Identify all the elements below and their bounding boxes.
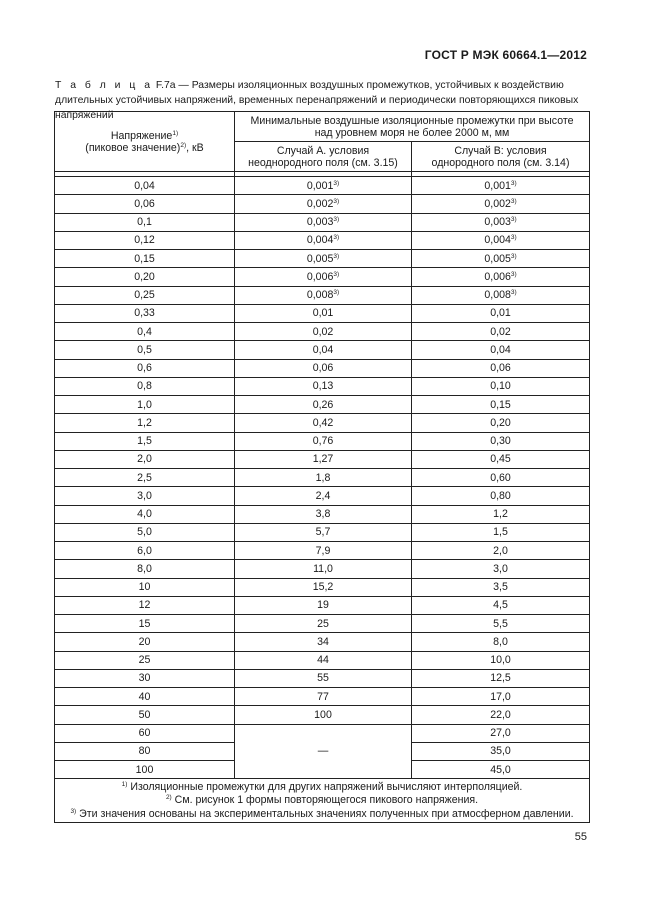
case-a-value: 77 <box>317 690 329 703</box>
case-b-value: 0,60 <box>490 471 511 484</box>
case-a-value: 0,06 <box>312 362 334 375</box>
table-row <box>55 396 590 414</box>
case-b-header: Случай В: условия однородного поля (см. 3.14) <box>412 142 590 172</box>
case-a-cell <box>235 250 412 268</box>
table-row <box>55 432 590 450</box>
case-b-cell <box>412 651 590 669</box>
case-b-cell <box>412 560 590 578</box>
case-a-cell <box>235 359 412 377</box>
table-row <box>55 359 590 377</box>
case-b-cell <box>412 286 590 304</box>
footnote-ref: 3) <box>510 270 517 278</box>
case-b-value: 3,0 <box>493 562 508 575</box>
case-b-cell <box>412 359 590 377</box>
case-b-cell <box>412 377 590 395</box>
case-b-value: 0,80 <box>490 489 511 502</box>
footnote-ref: 3) <box>510 252 517 260</box>
footnote-ref: 3) <box>333 179 340 187</box>
case-b-value: 2,0 <box>493 544 508 557</box>
footnote-marker: 2) <box>165 794 172 801</box>
voltage-column-header: Напряжение$^{1)}$ (пиковое значение)$^{2)}$, кВ <box>55 112 235 172</box>
case-b-value: 10,0 <box>490 654 511 667</box>
case-b-cell <box>412 250 590 268</box>
voltage-cell: 0,33 <box>55 304 235 322</box>
case-b-value: 0,004 <box>484 234 511 247</box>
case-b-cell <box>412 706 590 724</box>
voltage-cell: 60 <box>55 724 235 742</box>
case-b-value: 0,04 <box>490 343 511 356</box>
case-b-cell <box>412 669 590 687</box>
table-row <box>55 414 590 432</box>
voltage-cell: 1,5 <box>55 432 235 450</box>
voltage-cell: 2,5 <box>55 469 235 487</box>
case-b-cell <box>412 578 590 596</box>
footnote <box>55 794 589 808</box>
footnote-ref: 3) <box>510 216 517 224</box>
voltage-cell: 0,06 <box>55 195 235 213</box>
voltage-cell: 5,0 <box>55 523 235 541</box>
footnote-ref: 3) <box>333 197 340 205</box>
case-a-value: 0,006 <box>306 270 334 283</box>
table-row <box>55 688 590 706</box>
table-row <box>55 450 590 468</box>
case-b-cell <box>412 469 590 487</box>
table-row <box>55 560 590 578</box>
table-row <box>55 286 590 304</box>
case-a-value: 100 <box>314 708 332 721</box>
clearance-group-header: Минимальные воздушные изоляционные промежутки при высоте над уровнем моря не более 2000 м, мм <box>235 112 590 142</box>
case-b-cell <box>412 177 590 195</box>
case-b-cell <box>412 341 590 359</box>
table-row <box>55 268 590 286</box>
case-b-value: 0,003 <box>484 216 511 229</box>
case-a-cell <box>235 286 412 304</box>
voltage-cell: 100 <box>55 761 235 779</box>
table-row <box>55 231 590 249</box>
case-b-cell <box>412 396 590 414</box>
table-row <box>55 615 590 633</box>
case-b-cell: 45,0 <box>412 761 590 779</box>
table-row <box>55 323 590 341</box>
table-row <box>55 469 590 487</box>
case-a-value: 0,001 <box>306 179 334 192</box>
case-b-cell <box>412 523 590 541</box>
footnote-ref: 3) <box>510 179 517 187</box>
case-b-value: 0,008 <box>484 289 511 302</box>
case-a-value: 0,42 <box>312 416 334 429</box>
table-row <box>55 706 590 724</box>
case-b-cell <box>412 688 590 706</box>
case-a-cell <box>235 396 412 414</box>
case-a-cell <box>235 268 412 286</box>
case-b-cell <box>412 323 590 341</box>
footnote-ref: 3) <box>510 197 517 205</box>
case-b-cell <box>412 542 590 560</box>
case-a-value: 0,01 <box>312 307 334 320</box>
table-row <box>55 578 590 596</box>
case-a-value: 5,7 <box>315 526 331 539</box>
case-a-cell <box>235 542 412 560</box>
table-row <box>55 177 590 195</box>
case-a-value: 19 <box>317 599 329 612</box>
caption-text: — Размеры изоляционных воздушных промежутков, устойчивых к воздействию длительных устойчивых напряжений, временных перенапряжений и периодически повторяющихся пиковых напряжений <box>55 80 579 121</box>
footnote-ref: 3) <box>333 234 340 242</box>
case-b-cell <box>412 231 590 249</box>
case-b-cell <box>412 633 590 651</box>
footnote <box>55 781 589 795</box>
case-a-cell <box>235 469 412 487</box>
footnote-ref: 3) <box>333 252 340 260</box>
footnote-ref: 3) <box>510 234 517 242</box>
case-a-cell <box>235 615 412 633</box>
case-a-value: 34 <box>317 635 329 648</box>
voltage-cell: 0,12 <box>55 231 235 249</box>
case-a-value: 0,002 <box>306 197 334 210</box>
case-b-cell <box>412 213 590 231</box>
case-a-cell <box>235 523 412 541</box>
table-row <box>55 213 590 231</box>
footnote-text: Изоляционные промежутки для других напряжений вычисляют интерполяцией. <box>127 780 523 793</box>
case-a-value: 0,02 <box>312 325 334 338</box>
case-b-value: 1,5 <box>493 526 508 539</box>
table-row <box>55 250 590 268</box>
case-b-value: 5,5 <box>493 617 508 630</box>
case-b-value: 0,30 <box>490 435 511 448</box>
footnote-text: См. рисунок 1 формы повторяющегося пикового напряжения. <box>171 794 479 806</box>
case-b-value: 0,01 <box>490 307 511 320</box>
case-a-value: 0,005 <box>306 252 334 265</box>
case-b-value: 0,02 <box>490 325 511 338</box>
footnote <box>55 808 589 822</box>
voltage-cell: 3,0 <box>55 487 235 505</box>
caption-number: F.7a <box>155 80 176 91</box>
voltage-cell: 10 <box>55 578 235 596</box>
case-b-cell <box>412 432 590 450</box>
voltage-cell: 0,25 <box>55 286 235 304</box>
voltage-cell: 1,0 <box>55 396 235 414</box>
case-b-cell: 27,0 <box>412 724 590 742</box>
clearance-table <box>54 111 590 823</box>
voltage-cell: 0,04 <box>55 177 235 195</box>
table-row <box>55 651 590 669</box>
standard-designation: ГОСТ Р МЭК 60664.1—2012 <box>424 48 587 62</box>
case-a-value: 0,003 <box>306 216 334 229</box>
voltage-cell: 30 <box>55 669 235 687</box>
case-a-cell <box>235 633 412 651</box>
voltage-cell: 80 <box>55 742 235 760</box>
case-b-cell: 35,0 <box>412 742 590 760</box>
footnote-text: Эти значения основаны на экспериментальных значениях полученных при атмосферном давлении. <box>76 807 574 820</box>
voltage-cell: 6,0 <box>55 542 235 560</box>
case-b-cell <box>412 487 590 505</box>
case-b-cell <box>412 195 590 213</box>
case-a-value: 15,2 <box>312 581 334 594</box>
case-b-value: 17,0 <box>490 690 511 703</box>
case-b-value: 0,20 <box>490 416 511 429</box>
case-b-value: 0,15 <box>490 398 511 411</box>
table-row <box>55 304 590 322</box>
case-b-value: 4,5 <box>493 599 508 612</box>
footnote-marker: 3) <box>70 807 77 815</box>
case-a-cell <box>235 669 412 687</box>
case-a-value: 0,26 <box>312 398 334 411</box>
table-row <box>55 542 590 560</box>
table-row <box>55 505 590 523</box>
table-row <box>55 341 590 359</box>
case-a-value: 1,27 <box>312 453 334 466</box>
voltage-cell: 0,8 <box>55 377 235 395</box>
voltage-cell: 4,0 <box>55 505 235 523</box>
case-b-value: 0,005 <box>484 252 511 265</box>
case-a-value: 0,04 <box>312 343 334 356</box>
case-b-value: 0,06 <box>490 362 511 375</box>
table-row <box>55 487 590 505</box>
voltage-cell: 12 <box>55 596 235 614</box>
voltage-cell: 2,0 <box>55 450 235 468</box>
case-a-value: 55 <box>317 672 329 685</box>
footnote-ref: 3) <box>333 216 340 224</box>
table-row <box>55 596 590 614</box>
caption-label: Т а б л и ц а <box>55 80 153 91</box>
table-row <box>55 633 590 651</box>
case-b-cell <box>412 414 590 432</box>
case-a-value: 1,8 <box>315 471 331 484</box>
case-b-cell <box>412 596 590 614</box>
voltage-cell: 50 <box>55 706 235 724</box>
case-a-cell <box>235 578 412 596</box>
case-a-value: 11,0 <box>313 562 333 575</box>
case-a-value: 25 <box>317 617 329 630</box>
case-b-value: 8,0 <box>493 635 508 648</box>
voltage-cell: 1,2 <box>55 414 235 432</box>
case-a-cell <box>235 450 412 468</box>
table-row <box>55 523 590 541</box>
voltage-cell: 15 <box>55 615 235 633</box>
case-a-cell <box>235 231 412 249</box>
case-a-cell <box>235 414 412 432</box>
footnotes <box>55 779 590 823</box>
table-row <box>55 669 590 687</box>
footnote-ref: 3) <box>510 289 517 297</box>
case-a-cell <box>235 596 412 614</box>
case-a-cell <box>235 560 412 578</box>
voltage-cell: 8,0 <box>55 560 235 578</box>
case-a-cell <box>235 651 412 669</box>
footnote-marker: 1) <box>121 780 128 788</box>
table-row <box>55 377 590 395</box>
case-b-cell <box>412 505 590 523</box>
case-b-value: 0,002 <box>484 197 511 210</box>
case-a-cell <box>235 505 412 523</box>
case-b-value: 0,006 <box>484 270 511 283</box>
case-a-merged-cell: — <box>235 724 412 779</box>
case-a-cell <box>235 177 412 195</box>
case-a-value: 0,13 <box>312 380 334 393</box>
case-b-value: 1,2 <box>493 508 508 521</box>
voltage-cell: 40 <box>55 688 235 706</box>
case-a-value: 0,004 <box>306 234 334 247</box>
case-b-value: 12,5 <box>490 672 511 685</box>
notes-row <box>55 779 590 823</box>
footnote-ref: 3) <box>333 289 340 297</box>
voltage-cell: 0,4 <box>55 323 235 341</box>
voltage-cell: 0,6 <box>55 359 235 377</box>
case-b-value: 22,0 <box>490 708 511 721</box>
case-a-value: 0,008 <box>306 289 334 302</box>
case-b-value: 0,10 <box>490 380 511 393</box>
case-a-value: 7,9 <box>315 544 331 557</box>
table-row <box>55 724 590 742</box>
case-b-cell <box>412 304 590 322</box>
case-b-value: 3,5 <box>493 581 508 594</box>
footnote-ref: 3) <box>333 270 340 278</box>
case-a-header: Случай А. условия неоднородного поля (см. 3.15) <box>235 142 412 172</box>
case-a-value: 3,8 <box>315 508 331 521</box>
page-number: 55 <box>574 831 587 843</box>
case-a-cell <box>235 706 412 724</box>
case-a-cell <box>235 213 412 231</box>
voltage-cell: 20 <box>55 633 235 651</box>
table-row <box>55 195 590 213</box>
case-b-value: 0,001 <box>484 179 511 192</box>
case-a-cell <box>235 341 412 359</box>
voltage-cell: 0,5 <box>55 341 235 359</box>
case-b-cell <box>412 450 590 468</box>
case-b-cell <box>412 268 590 286</box>
voltage-cell: 25 <box>55 651 235 669</box>
case-a-cell <box>235 487 412 505</box>
case-b-cell <box>412 615 590 633</box>
case-a-cell <box>235 195 412 213</box>
case-a-cell <box>235 377 412 395</box>
voltage-cell: 0,20 <box>55 268 235 286</box>
case-a-cell <box>235 432 412 450</box>
case-a-cell <box>235 304 412 322</box>
case-a-value: 0,76 <box>312 435 334 448</box>
case-a-cell <box>235 323 412 341</box>
case-a-value: 44 <box>317 654 329 667</box>
voltage-cell: 0,1 <box>55 213 235 231</box>
case-a-value: 2,4 <box>315 489 331 502</box>
case-a-cell <box>235 688 412 706</box>
case-b-value: 0,45 <box>490 453 511 466</box>
voltage-cell: 0,15 <box>55 250 235 268</box>
